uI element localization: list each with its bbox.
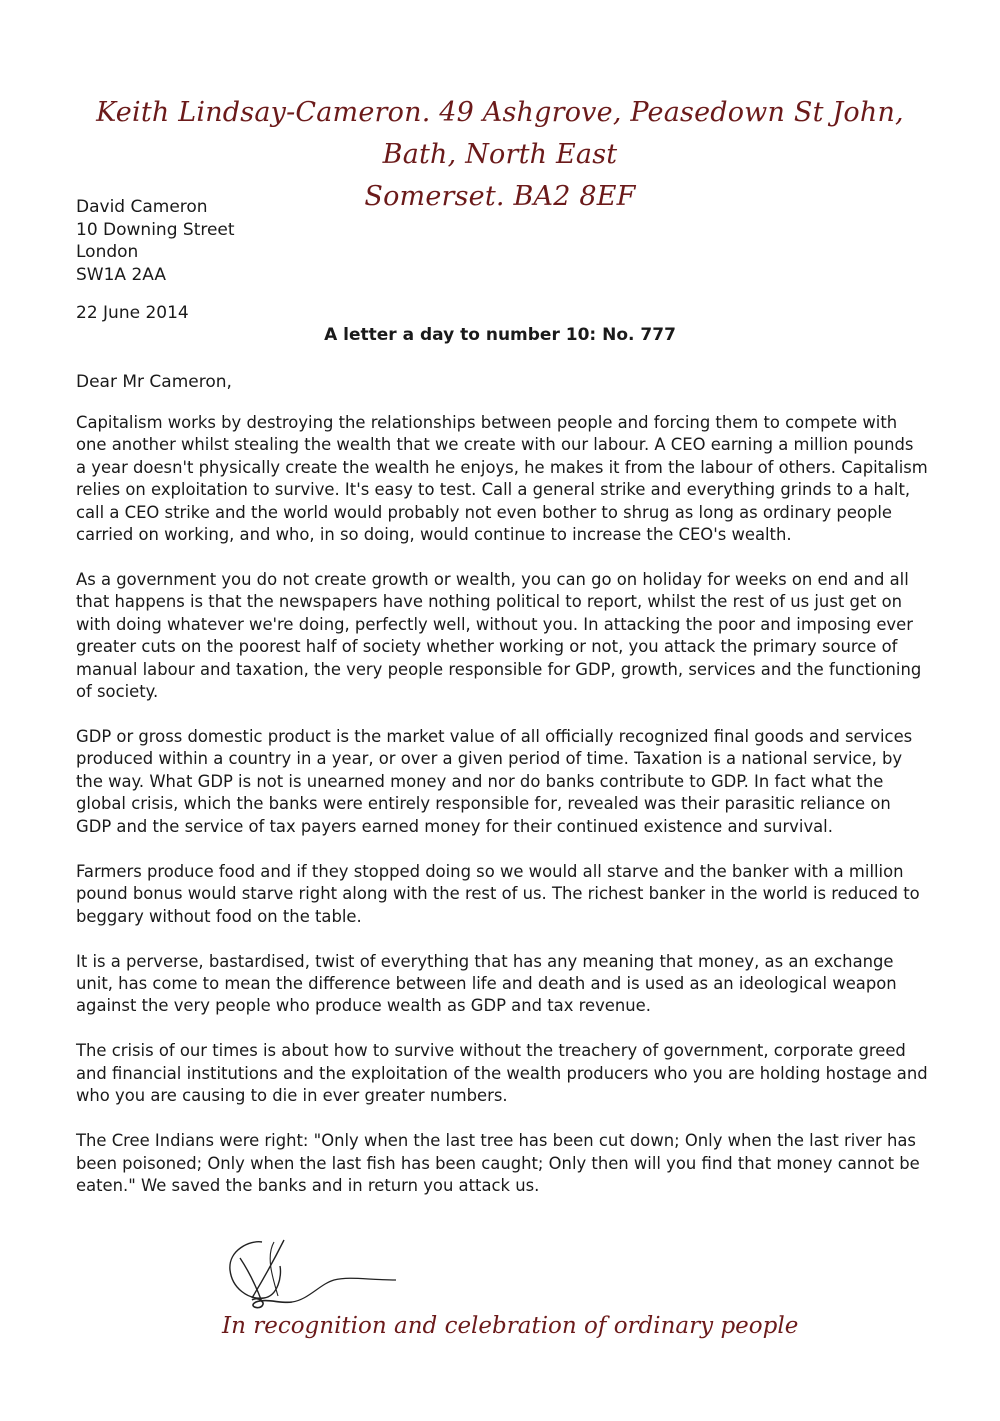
body-paragraph: As a government you do not create growth or wealth, you can go on holiday for weeks on end and all that happens is that the newspapers have nothing political to report, whilst the rest of us just get on with doing whatever we're doing, perfectly well, without you. In attacking the poor and imposing ever greater cuts on the poorest half of society whether working or not, you attack the primary source of manual labour and taxation, the very people responsible for GDP, growth, services and the functioning of society. — [76, 570, 922, 702]
letterhead-line-2: Somerset. BA2 8EF — [364, 181, 636, 212]
letter-subject: A letter a day to number 10: No. 777 — [324, 325, 676, 345]
body-paragraph: The crisis of our times is about how to survive without the treachery of government, corporate greed and financial institutions and the exploitation of the wealth producers who you are holding hostage and who you are causing to die in ever greater numbers. — [76, 1041, 928, 1106]
salutation: Dear Mr Cameron, — [76, 372, 232, 392]
letter-body — [76, 412, 928, 1220]
handwritten-signature — [222, 1236, 402, 1312]
body-paragraph: GDP or gross domestic product is the market value of all officially recognized final goods and services produced within a country in a year, or over a given period of time. Taxation is a national service, by the way. What GDP is not is unearned money and nor do banks contribute to GDP. In fact what the global crisis, which the banks were entirely responsible for, revealed was their parasitic reliance on GDP and the service of tax payers earned money for their continued existence and survival. — [76, 727, 913, 836]
body-paragraph: The Cree Indians were right: "Only when the last tree has been cut down; Only when the last river has been poisoned; Only when the last fish has been caught; Only then will you find that money cannot be eaten." We saved the banks and in return you attack us. — [76, 1131, 920, 1195]
letter-date: 22 June 2014 — [76, 303, 189, 323]
body-paragraph: Farmers produce food and if they stopped doing so we would all starve and the banker with a million pound bonus would starve right along with the rest of us. The richest banker in the world is reduced to beggary without food on the table. — [76, 861, 920, 926]
recipient-address — [76, 196, 235, 286]
body-paragraph: Capitalism works by destroying the relationships between people and forcing them to compete with one another whilst stealing the wealth that we create with our labour. A CEO earning a million pounds a year doesn't physically create the wealth he enjoys, he makes it from the labour of others. Capitalism relies on exploitation to survive. It's easy to test. Call a general strike and everything grinds to a halt, call a CEO strike and the world would probably not even bother to shrug as long as ordinary people carried on working, and who, in so doing, would continue to increase the CEO's wealth. — [76, 413, 928, 545]
tagline: In recognition and celebration of ordinary people — [222, 1313, 799, 1339]
letterhead-line-1: Keith Lindsay-Cameron. 49 Ashgrove, Peasedown St John, Bath, North East — [96, 97, 904, 170]
recipient-name: David Cameron — [76, 197, 208, 217]
recipient-street: 10 Downing Street — [76, 219, 235, 240]
recipient-city: London — [76, 242, 139, 262]
recipient-postcode: SW1A 2AA — [76, 264, 166, 285]
body-paragraph: It is a perverse, bastardised, twist of everything that has any meaning that money, as an exchange unit, has come to mean the difference between life and death and is used as an ideological weapon against the very people who produce wealth as GDP and tax revenue. — [76, 951, 897, 1016]
